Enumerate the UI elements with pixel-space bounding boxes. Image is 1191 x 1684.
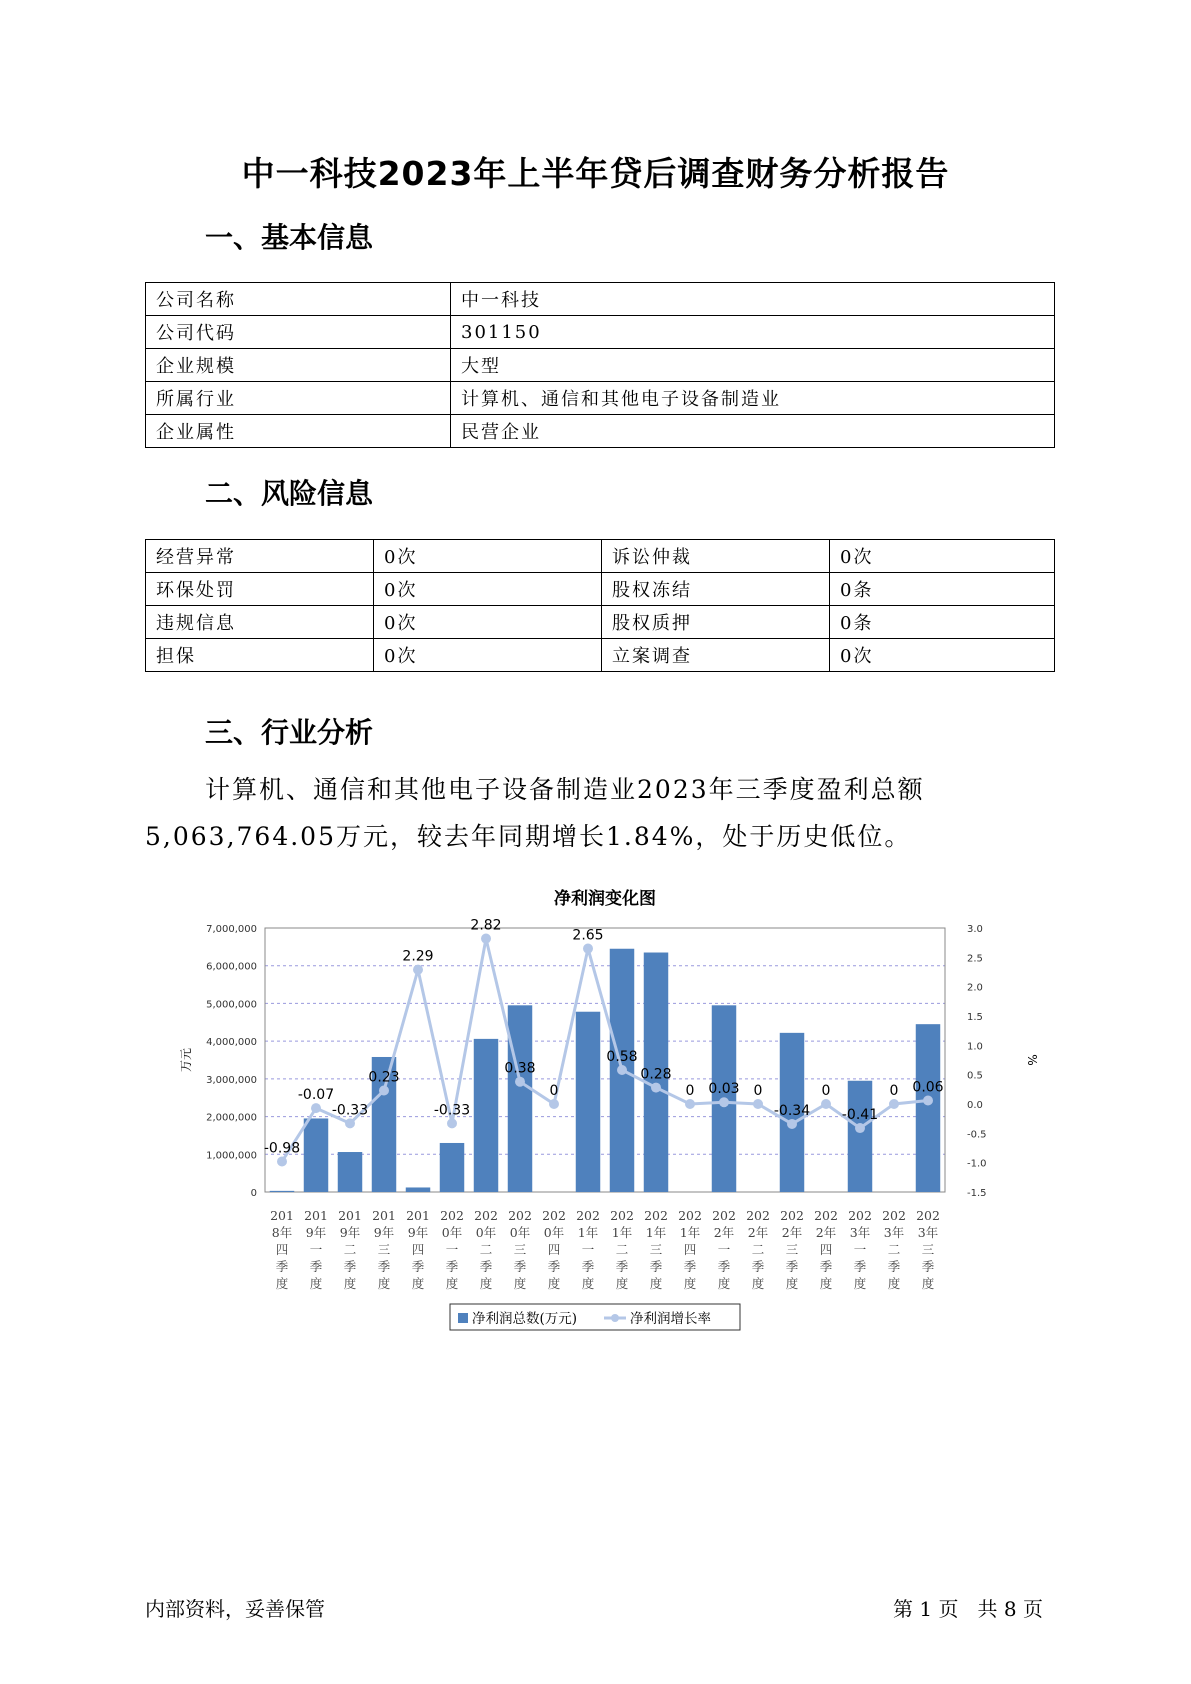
x-tick-label: 二 (887, 1242, 901, 1257)
y-tick-label: 2,000,000 (206, 1112, 257, 1124)
bar (304, 1118, 328, 1192)
table-row (146, 415, 1055, 448)
plot-frame (265, 928, 945, 1192)
line-point (549, 1099, 559, 1109)
x-tick-label: 202 (780, 1208, 804, 1223)
x-tick-label: 二 (615, 1242, 629, 1257)
bar (270, 1191, 294, 1192)
data-label: 0 (889, 1083, 899, 1099)
x-tick-label: 四 (819, 1242, 833, 1257)
y-tick-label: 5,000,000 (206, 999, 257, 1011)
x-tick-label: 度 (615, 1276, 629, 1291)
risk-label: 股权冻结 (602, 573, 830, 606)
y2-tick-label: -1.5 (967, 1188, 987, 1199)
field-value: 301150 (451, 316, 1055, 349)
field-value: 大型 (451, 349, 1055, 382)
x-tick-label: 季 (479, 1259, 493, 1274)
risk-value: 0次 (830, 540, 1055, 573)
data-label: 0.28 (640, 1066, 672, 1083)
x-tick-label: 三 (921, 1242, 935, 1257)
x-tick-label: 9年 (373, 1225, 395, 1240)
bar (508, 1005, 532, 1192)
x-tick-label: 季 (343, 1259, 357, 1274)
risk-label: 违规信息 (146, 606, 374, 639)
x-tick-label: 一 (717, 1242, 731, 1257)
y-tick-label: 1,000,000 (206, 1150, 257, 1162)
data-label: 0.06 (912, 1079, 944, 1096)
x-tick-label: 季 (683, 1259, 697, 1274)
section-heading-risk: 二、风险信息 (205, 477, 374, 510)
x-tick-label: 季 (513, 1259, 527, 1274)
risk-label: 经营异常 (146, 540, 374, 573)
risk-label: 环保处罚 (146, 573, 374, 606)
y-axis-label: 万元 (179, 1047, 193, 1073)
y2-tick-label: 2.5 (967, 953, 983, 965)
x-tick-label: 度 (683, 1276, 697, 1291)
x-tick-label: 9年 (407, 1225, 429, 1240)
y-tick-label: 6,000,000 (206, 961, 257, 973)
section-heading-industry: 三、行业分析 (205, 716, 374, 749)
bar (848, 1081, 872, 1192)
x-tick-label: 度 (717, 1276, 731, 1291)
x-tick-label: 3年 (849, 1225, 871, 1240)
y2-tick-label: 0.5 (967, 1070, 983, 1082)
x-tick-label: 季 (445, 1259, 459, 1274)
data-label: 2.82 (470, 917, 502, 934)
x-tick-label: 202 (644, 1208, 668, 1223)
x-tick-label: 季 (275, 1259, 289, 1274)
x-tick-label: 8年 (271, 1225, 293, 1240)
data-label: 2.29 (402, 948, 434, 965)
x-tick-label: 度 (275, 1276, 289, 1291)
chart-title: 净利润变化图 (554, 889, 656, 909)
bar (474, 1039, 498, 1192)
data-label: -0.33 (331, 1102, 369, 1119)
x-tick-label: 三 (513, 1242, 527, 1257)
x-tick-label: 季 (819, 1259, 833, 1274)
legend-bar-swatch (458, 1313, 468, 1323)
x-tick-label: 度 (309, 1276, 323, 1291)
x-tick-label: 三 (785, 1242, 799, 1257)
footer-page-number: 第 1 页 共 8 页 (893, 1597, 1043, 1621)
x-tick-label: 二 (343, 1242, 357, 1257)
legend-bar-label: 净利润总数(万元) (472, 1311, 578, 1327)
x-tick-label: 季 (921, 1259, 935, 1274)
field-label: 企业规模 (146, 349, 451, 382)
line-point (855, 1123, 865, 1133)
x-tick-label: 1年 (679, 1225, 701, 1240)
x-tick-label: 2年 (747, 1225, 769, 1240)
x-tick-label: 三 (377, 1242, 391, 1257)
risk-label: 担保 (146, 639, 374, 672)
line-point (821, 1099, 831, 1109)
field-value: 中一科技 (451, 283, 1055, 316)
x-tick-label: 度 (887, 1276, 901, 1291)
bar (338, 1152, 362, 1192)
y2-tick-label: 2.0 (967, 982, 983, 994)
x-tick-label: 季 (785, 1259, 799, 1274)
x-tick-label: 202 (746, 1208, 770, 1223)
field-value: 民营企业 (451, 415, 1055, 448)
risk-label: 诉讼仲裁 (602, 540, 830, 573)
y2-tick-label: -1.0 (967, 1158, 987, 1170)
line-point (277, 1156, 287, 1166)
field-label: 公司名称 (146, 283, 451, 316)
risk-value: 0次 (374, 540, 602, 573)
x-tick-label: 度 (547, 1276, 561, 1291)
x-tick-label: 四 (275, 1242, 289, 1257)
data-label: 0 (821, 1083, 831, 1099)
analysis-line-1: 计算机、通信和其他电子设备制造业2023年三季度盈利总额 (205, 775, 925, 804)
x-tick-label: 季 (411, 1259, 425, 1274)
x-tick-label: 度 (921, 1276, 935, 1291)
field-label: 公司代码 (146, 316, 451, 349)
data-label: -0.07 (297, 1087, 335, 1104)
line-point (311, 1103, 321, 1113)
field-label: 所属行业 (146, 382, 451, 415)
field-label: 企业属性 (146, 415, 451, 448)
data-label: 0.23 (368, 1069, 400, 1086)
net-profit-chart (170, 880, 1050, 1340)
data-label: -0.98 (263, 1140, 301, 1157)
table-row (146, 573, 1055, 606)
data-label: 0.03 (708, 1081, 740, 1098)
footer-confidential: 内部资料，妥善保管 (145, 1597, 325, 1621)
x-tick-label: 度 (751, 1276, 765, 1291)
y2-tick-label: 0.0 (967, 1100, 983, 1111)
x-tick-label: 202 (474, 1208, 498, 1223)
line-point (481, 934, 491, 944)
y-tick-label: 4,000,000 (206, 1037, 257, 1049)
x-tick-label: 201 (304, 1208, 328, 1223)
y-tick-label: 0 (250, 1188, 257, 1199)
y-tick-label: 3,000,000 (206, 1074, 257, 1086)
line-point (651, 1083, 661, 1093)
x-tick-label: 度 (343, 1276, 357, 1291)
x-tick-label: 季 (649, 1259, 663, 1274)
bar (406, 1187, 430, 1192)
x-tick-label: 202 (440, 1208, 464, 1223)
x-tick-label: 季 (717, 1259, 731, 1274)
data-label: -0.33 (433, 1102, 471, 1119)
x-tick-label: 二 (751, 1242, 765, 1257)
x-tick-label: 一 (581, 1242, 595, 1257)
risk-label: 股权质押 (602, 606, 830, 639)
risk-label: 立案调查 (602, 639, 830, 672)
table-row (146, 540, 1055, 573)
data-label: -0.41 (841, 1107, 879, 1124)
bar (576, 1012, 600, 1192)
x-tick-label: 二 (479, 1242, 493, 1257)
x-tick-label: 度 (377, 1276, 391, 1291)
y2-tick-label: -0.5 (967, 1129, 987, 1141)
line-point (583, 944, 593, 954)
x-tick-label: 季 (887, 1259, 901, 1274)
x-tick-label: 201 (372, 1208, 396, 1223)
data-label: 0.58 (606, 1048, 638, 1065)
risk-value: 0次 (830, 639, 1055, 672)
x-tick-label: 度 (649, 1276, 663, 1291)
data-label: 0.38 (504, 1060, 536, 1077)
risk-value: 0次 (374, 573, 602, 606)
x-tick-label: 0年 (441, 1225, 463, 1240)
x-tick-label: 度 (479, 1276, 493, 1291)
line-point (379, 1086, 389, 1096)
y2-tick-label: 3.0 (967, 924, 983, 935)
data-label: 2.65 (572, 927, 604, 944)
line-point (413, 965, 423, 975)
analysis-line-2: 5,063,764.05万元，较去年同期增长1.84%，处于历史低位。 (145, 822, 912, 851)
x-tick-label: 1年 (645, 1225, 667, 1240)
x-tick-label: 度 (853, 1276, 867, 1291)
x-tick-label: 202 (508, 1208, 532, 1223)
x-tick-label: 季 (751, 1259, 765, 1274)
x-tick-label: 四 (547, 1242, 561, 1257)
page-title: 中一科技2023年上半年贷后调查财务分析报告 (241, 154, 950, 193)
x-tick-label: 201 (338, 1208, 362, 1223)
table-row (146, 316, 1055, 349)
table-row (146, 283, 1055, 316)
bar (440, 1143, 464, 1192)
y2-tick-label: 1.5 (967, 1012, 983, 1023)
x-tick-label: 3年 (883, 1225, 905, 1240)
section-heading-basic: 一、基本信息 (205, 221, 374, 254)
x-tick-label: 度 (819, 1276, 833, 1291)
line-point (345, 1118, 355, 1128)
bar (916, 1024, 940, 1192)
x-tick-label: 0年 (509, 1225, 531, 1240)
x-tick-label: 一 (853, 1242, 867, 1257)
x-tick-label: 9年 (305, 1225, 327, 1240)
table-row (146, 639, 1055, 672)
x-tick-label: 202 (848, 1208, 872, 1223)
x-tick-label: 202 (814, 1208, 838, 1223)
line-point (617, 1065, 627, 1075)
line-point (447, 1118, 457, 1128)
data-label: 0 (685, 1083, 695, 1099)
x-tick-label: 9年 (339, 1225, 361, 1240)
x-tick-label: 三 (649, 1242, 663, 1257)
x-tick-label: 度 (785, 1276, 799, 1291)
data-label: 0 (753, 1083, 763, 1099)
x-tick-label: 一 (309, 1242, 323, 1257)
y2-tick-label: 1.0 (967, 1041, 983, 1053)
legend-line-marker (611, 1314, 619, 1322)
x-tick-label: 四 (411, 1242, 425, 1257)
basic-info-table (145, 282, 1055, 448)
legend-line-label: 净利润增长率 (630, 1311, 711, 1327)
risk-value: 0次 (374, 606, 602, 639)
x-tick-label: 202 (542, 1208, 566, 1223)
x-tick-label: 3年 (917, 1225, 939, 1240)
table-row (146, 349, 1055, 382)
x-tick-label: 1年 (611, 1225, 633, 1240)
x-tick-label: 四 (683, 1242, 697, 1257)
line-point (753, 1099, 763, 1109)
line-point (515, 1077, 525, 1087)
x-tick-label: 一 (445, 1242, 459, 1257)
x-tick-label: 202 (610, 1208, 634, 1223)
y2-axis-label: % (1025, 1054, 1039, 1066)
x-tick-label: 度 (411, 1276, 425, 1291)
line-point (719, 1097, 729, 1107)
risk-value: 0条 (830, 573, 1055, 606)
x-tick-label: 202 (916, 1208, 940, 1223)
x-tick-label: 2年 (781, 1225, 803, 1240)
x-tick-label: 季 (309, 1259, 323, 1274)
x-tick-label: 201 (406, 1208, 430, 1223)
x-tick-label: 202 (576, 1208, 600, 1223)
x-tick-label: 2年 (713, 1225, 735, 1240)
x-tick-label: 2年 (815, 1225, 837, 1240)
x-tick-label: 季 (377, 1259, 391, 1274)
table-row (146, 382, 1055, 415)
table-row (146, 606, 1055, 639)
x-tick-label: 季 (615, 1259, 629, 1274)
x-tick-label: 202 (712, 1208, 736, 1223)
x-tick-label: 202 (882, 1208, 906, 1223)
risk-value: 0条 (830, 606, 1055, 639)
data-label: -0.34 (773, 1102, 811, 1119)
line-point (923, 1095, 933, 1105)
x-tick-label: 季 (581, 1259, 595, 1274)
x-tick-label: 度 (581, 1276, 595, 1291)
risk-value: 0次 (374, 639, 602, 672)
x-tick-label: 1年 (577, 1225, 599, 1240)
data-label: 0 (549, 1083, 559, 1099)
x-tick-label: 0年 (543, 1225, 565, 1240)
x-tick-label: 度 (445, 1276, 459, 1291)
x-tick-label: 季 (547, 1259, 561, 1274)
line-point (685, 1099, 695, 1109)
line-point (889, 1099, 899, 1109)
y-tick-label: 7,000,000 (206, 924, 257, 935)
risk-info-table (145, 539, 1055, 672)
field-value: 计算机、通信和其他电子设备制造业 (451, 382, 1055, 415)
x-tick-label: 度 (513, 1276, 527, 1291)
industry-analysis-paragraph (145, 766, 1045, 860)
x-tick-label: 0年 (475, 1225, 497, 1240)
x-tick-label: 202 (678, 1208, 702, 1223)
x-tick-label: 201 (270, 1208, 294, 1223)
x-tick-label: 季 (853, 1259, 867, 1274)
line-point (787, 1119, 797, 1129)
